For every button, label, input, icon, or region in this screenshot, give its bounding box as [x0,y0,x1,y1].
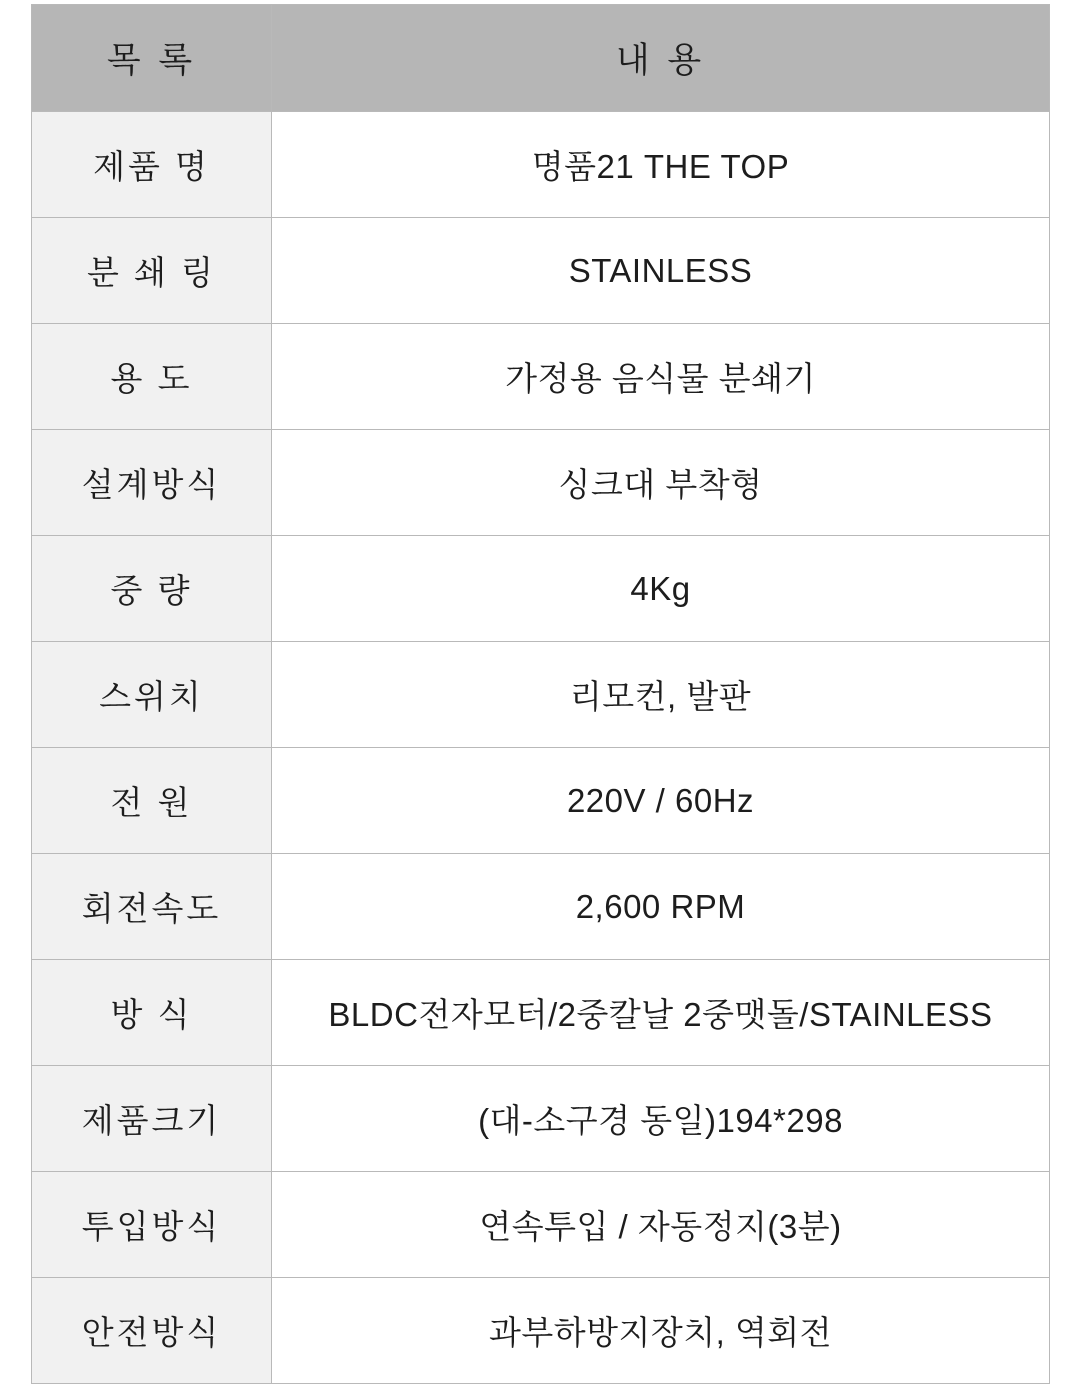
row-label: 분 쇄 링 [32,218,272,324]
row-label: 용 도 [32,324,272,430]
table-header [32,5,1050,112]
table-row [32,1172,1050,1278]
table-row [32,218,1050,324]
row-value: 연속투입 / 자동정지(3분) [272,1172,1050,1278]
row-label: 전 원 [32,748,272,854]
row-value: STAINLESS [272,218,1050,324]
table-row [32,536,1050,642]
row-value: 명품21 THE TOP [272,112,1050,218]
table-row [32,748,1050,854]
column-header-content: 내 용 [272,5,1050,112]
row-value: 가정용 음식물 분쇄기 [272,324,1050,430]
row-label: 안전방식 [32,1278,272,1384]
product-spec-table [31,4,1050,1384]
row-value: 리모컨, 발판 [272,642,1050,748]
row-value: (대-소구경 동일)194*298 [272,1066,1050,1172]
row-value: BLDC전자모터/2중칼날 2중맷돌/STAINLESS [272,960,1050,1066]
row-label: 방 식 [32,960,272,1066]
column-header-list: 목 록 [32,5,272,112]
table-row [32,430,1050,536]
row-label: 제품 명 [32,112,272,218]
row-value: 2,600 RPM [272,854,1050,960]
table-row [32,854,1050,960]
table-row [32,112,1050,218]
row-label: 투입방식 [32,1172,272,1278]
row-value: 싱크대 부착형 [272,430,1050,536]
table-body [32,112,1050,1384]
row-value: 220V / 60Hz [272,748,1050,854]
product-spec-page [0,4,1080,1366]
table-row [32,1066,1050,1172]
row-label: 제품크기 [32,1066,272,1172]
row-label: 스위치 [32,642,272,748]
row-value: 4Kg [272,536,1050,642]
row-value: 과부하방지장치, 역회전 [272,1278,1050,1384]
row-label: 중 량 [32,536,272,642]
table-row [32,960,1050,1066]
table-row [32,1278,1050,1384]
table-header-row [32,5,1050,112]
table-row [32,324,1050,430]
row-label: 설계방식 [32,430,272,536]
table-row [32,642,1050,748]
row-label: 회전속도 [32,854,272,960]
